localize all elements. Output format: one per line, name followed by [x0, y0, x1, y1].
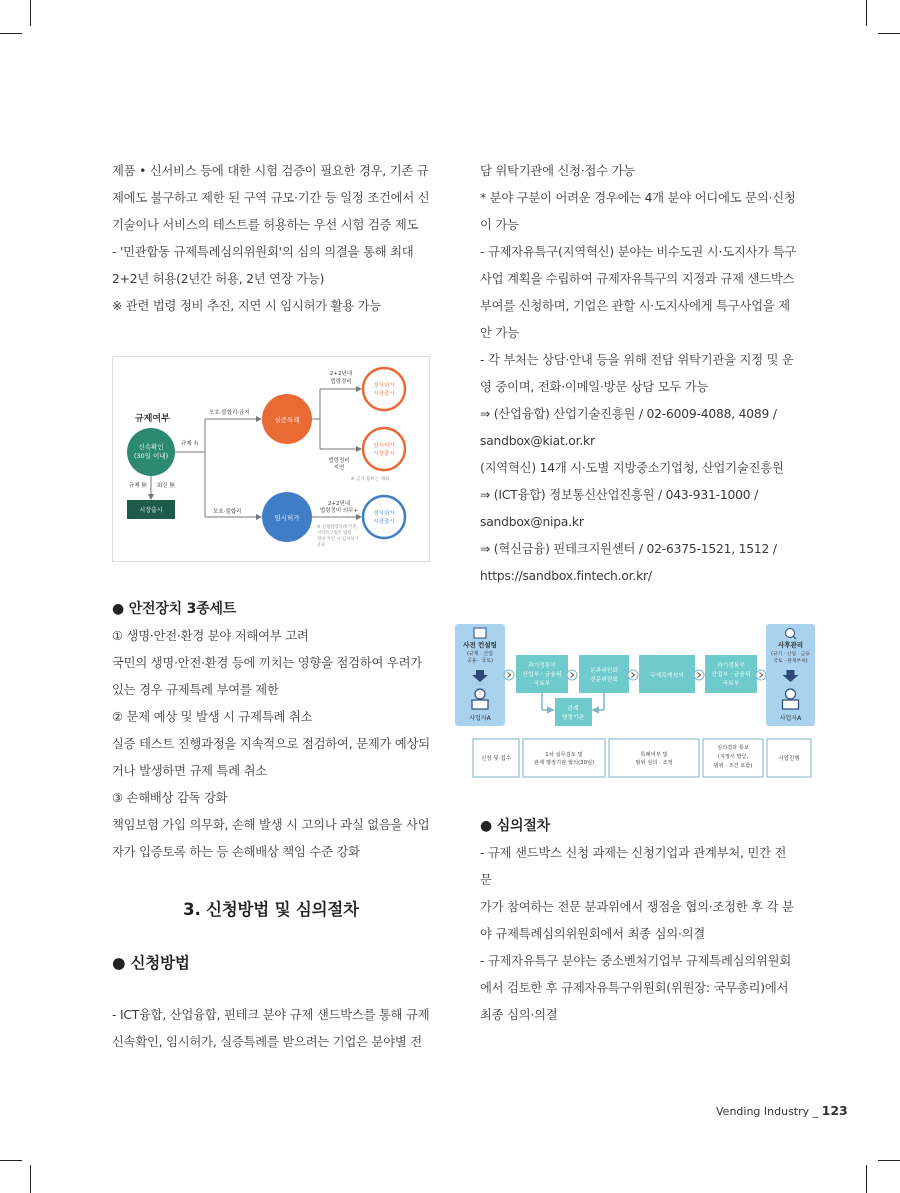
related-label: 관계 — [567, 706, 579, 712]
step-label: 특례여부 및 — [640, 752, 668, 758]
ministry-label: 국토부 — [533, 681, 551, 687]
body-line: ⇒ (산업융합) 산업기술진흥원 / 02-6009-4088, 4089 / — [480, 407, 777, 421]
right-column — [480, 158, 796, 590]
body-line: - 규제자유특구 분야는 중소벤처기업부 규제특례심의위원회 — [480, 954, 792, 968]
step-label: 신청 및 접수 — [480, 756, 512, 762]
body-line: 2+2년 허용(2년간 허용, 2년 연장 가능) — [112, 272, 325, 286]
apply-section — [112, 1002, 430, 1056]
company-label: 사업자A — [779, 715, 802, 722]
temp-release-label: 시장출시 — [373, 451, 395, 457]
mid-right-label: 지연 — [333, 465, 345, 471]
step-box — [523, 739, 605, 777]
building-icon — [474, 628, 486, 638]
body-line: ※ 관련 법령 정비 추진, 지연 시 임시허가 활용 가능 — [112, 299, 382, 313]
related-box — [555, 698, 592, 726]
step-label: 관계 행정기관 협의(30일) — [533, 760, 595, 766]
crop-mark — [30, 0, 31, 26]
formal-release-label: 시장출시 — [373, 391, 395, 397]
crop-mark — [866, 0, 867, 26]
body-line: sandbox@kiat.or.kr — [480, 434, 595, 448]
review-section — [480, 813, 796, 1029]
crop-mark — [878, 33, 900, 34]
ministry-label: 과기정통부 — [717, 663, 745, 669]
formal-release-label: 정식허가 — [373, 383, 395, 389]
section-title: 3. 신청방법 및 심의절차 — [183, 900, 359, 919]
footnote: 유효 — [317, 543, 326, 548]
user-icon — [472, 700, 488, 709]
unregulated-label: 규제 無 — [129, 483, 147, 489]
chevron-right-icon — [504, 670, 514, 680]
bottom-right-label: 2+2년내 — [327, 501, 351, 507]
ministry-label: 산업부 · 금융위 — [522, 672, 562, 678]
crop-mark — [0, 1160, 22, 1161]
body-line: 자가 입증토록 하는 등 손해배상 책임 수준 강화 — [112, 845, 360, 859]
step-label: 사업진행 — [778, 756, 800, 762]
body-line: 실증 테스트 진행과정을 지속적으로 점검하여, 문제가 예상되 — [112, 737, 430, 751]
safety-section — [112, 596, 430, 866]
review-heading: ● 심의절차 — [480, 818, 550, 834]
crop-mark — [0, 33, 22, 34]
bottom-right-label: 법령정비 의무+ — [319, 508, 359, 514]
figure-regulatory-flow — [112, 356, 430, 562]
body-line: 담 위탁기관에 신청·접수 가능 — [480, 164, 635, 178]
step-label: 범위 심의 · 조정 — [635, 760, 673, 766]
body-line: 야 규제특례심의위원회에서 최종 심의·의결 — [480, 927, 706, 941]
formal-release-label: 시장출시 — [373, 519, 395, 525]
consult-sub: 공용 · 국토) — [466, 658, 494, 664]
body-line: * 분야 구분이 어려운 경우에는 4개 분야 어디에도 문의·신청 — [480, 191, 796, 205]
body-line: 안 가능 — [480, 326, 519, 340]
chevron-right-icon — [628, 670, 638, 680]
post-sub: (규기 · 산업 · 금융 — [771, 652, 810, 657]
body-line: 제에도 불구하고 제한 된 구역 규모·기간 등 일정 조건에서 신 — [112, 191, 430, 205]
fig1-title: 규제여부 — [135, 414, 170, 424]
body-line: 사업 계획을 수립하여 규제자유특구의 지정과 규제 샌드박스 — [480, 272, 795, 286]
body-line: - 규제자유특구(지역혁신) 분야는 비수도권 시·도지사가 특구 — [480, 245, 796, 259]
body-line: sandbox@nipa.kr — [480, 515, 584, 529]
body-line: ⇒ (ICT융합) 정보통신산업진흥원 / 043-931-1000 / — [480, 488, 759, 502]
safety-heading: ● 안전장치 3종세트 — [112, 601, 237, 617]
temp-release-circle — [363, 428, 405, 470]
company-label: 사업자A — [469, 715, 491, 722]
body-line: - '민관합동 규제특례심의위원회'의 심의 의결을 통해 최대 — [112, 245, 414, 259]
formal-release-label: 정식허가 — [373, 511, 395, 517]
body-line: - ICT융합, 산업융합, 핀테크 분야 규제 샌드박스를 통해 규제 — [112, 1008, 430, 1022]
market-label: 시장출시 — [139, 507, 163, 514]
ministry-label: 과기정통부 — [528, 663, 556, 669]
crop-mark — [878, 1160, 900, 1161]
chevron-right-icon — [694, 670, 704, 680]
post-title: 사후관리 — [777, 641, 804, 649]
body-line: 국민의 생명·안전·환경 등에 끼치는 영향을 점검하여 우려가 — [112, 656, 422, 670]
body-line: 이 가능 — [480, 218, 519, 232]
related-label: 행정기관 — [561, 715, 585, 721]
body-line: - 규제 샌드박스 신청 과제는 신청기업과 관계부처, 민간 전문 — [480, 846, 787, 887]
footnote: 정비 지연 시 임시허가 — [317, 537, 359, 542]
consult-title: 사전 컨설팅 — [463, 641, 497, 649]
step-label: 1차 실무검토 및 — [545, 752, 583, 758]
chevron-right-icon — [567, 670, 577, 680]
top-right-label: 법령정비 — [330, 379, 352, 385]
step-label: 심의결과 통보 — [717, 745, 749, 751]
page-footer — [716, 1103, 848, 1118]
footnote: ※ 금지·불허는 제외 — [350, 477, 390, 482]
body-line: 제품 • 신서비스 등에 대한 시험 검증이 필요한 경우, 기존 규 — [112, 164, 429, 178]
body-line: 책임보험 가입 의무화, 손해 발생 시 고의나 과실 없음을 사업 — [112, 818, 430, 832]
committee-label: 분과위원회 — [590, 668, 618, 674]
body-line: 있는 경우 규제특례 부여를 제한 — [112, 683, 279, 697]
user-icon — [786, 689, 796, 699]
body-line: (지역혁신) 14개 시·도별 지방중소기업청, 산업기술진흥원 — [480, 461, 784, 475]
check-label: (30일 이내) — [133, 452, 169, 460]
body-line: ⇒ (혁신금융) 핀테크지원센터 / 02-6375-1521, 1512 / — [480, 542, 777, 556]
body-line: 신속확인, 임시허가, 실증특례를 받으려는 기업은 분야별 전 — [112, 1035, 422, 1049]
step-box — [609, 739, 699, 777]
deliberation-label: 규제특례심의 — [650, 673, 684, 679]
apply-heading: ● 신청방법 — [112, 954, 190, 972]
reply-none-label: 회신 無 — [157, 483, 175, 489]
bottom-branch-label: 모호·불합리 — [213, 509, 242, 515]
body-line: 영 중이며, 전화·이메일·방문 상담 모두 가능 — [480, 380, 709, 394]
step-label: 범위 · 조건 포함) — [713, 763, 753, 769]
top-branch-label: 모호·불합리·금지 — [209, 410, 250, 416]
body-line: 거나 발생하면 규제 특례 취소 — [112, 764, 267, 778]
crop-mark — [30, 1165, 31, 1193]
footnote: ※ 신청법령특례·안전, — [317, 525, 358, 530]
special-label: 실증특례 — [274, 416, 300, 424]
user-icon — [783, 700, 799, 709]
body-line: ③ 손해배상 감독 강화 — [112, 791, 228, 805]
formal-release-circle — [363, 368, 405, 410]
figure-review-procedure — [455, 622, 815, 780]
check-label: 신속확인 — [138, 443, 164, 451]
regulated-label: 규제 有 — [181, 441, 199, 447]
user-icon — [475, 689, 485, 699]
ministry-label: 산업부 · 금융위 — [711, 672, 751, 678]
body-line: 에서 검토한 후 규제자유특구위원회(위원장: 국무총리)에서 — [480, 981, 789, 995]
body-line: 가가 참여하는 전문 분과위에서 쟁점을 협의·조정한 후 각 분 — [480, 900, 794, 914]
consult-sub: (규제 · 산업 — [466, 651, 494, 657]
committee-box — [579, 655, 629, 693]
step-label: (지정서 발급, — [717, 754, 749, 760]
committee-label: 전문위원회 — [590, 677, 618, 683]
temp-release-label: 임시허가 — [373, 443, 395, 449]
body-line: 최종 심의·의결 — [480, 1008, 558, 1022]
body-line: https://sandbox.fintech.or.kr/ — [480, 569, 652, 583]
publication-name: Vending Industry _ — [716, 1105, 819, 1118]
temp-label: 임시허가 — [274, 514, 300, 522]
top-right-label: 2+2년내 — [329, 371, 353, 377]
body-line: 기술이나 서비스의 테스트를 허용하는 우선 시험 검증 제도 — [112, 218, 419, 232]
mid-right-label: 법령정비 — [328, 458, 350, 464]
body-line: 부여를 신청하며, 기업은 관할 시·도지사에게 특구사업을 제 — [480, 299, 790, 313]
crop-mark — [866, 1165, 867, 1193]
ministry-label: 국토부 — [722, 681, 740, 687]
body-line: - 각 부처는 상담·안내 등을 위해 전담 위탁기관을 지정 및 운 — [480, 353, 794, 367]
left-column — [112, 158, 430, 320]
footnote: 지역특구법은 법령 — [317, 531, 352, 536]
body-line: ② 문제 예상 및 발생 시 규제특례 취소 — [112, 710, 313, 724]
chevron-right-icon — [756, 670, 766, 680]
body-line: ① 생명·안전·환경 분야 저해여부 고려 — [112, 629, 309, 643]
post-sub: 국토 · 관계부처) — [773, 659, 808, 664]
page-number: 123 — [821, 1103, 848, 1118]
formal-release-circle-2 — [363, 496, 405, 538]
